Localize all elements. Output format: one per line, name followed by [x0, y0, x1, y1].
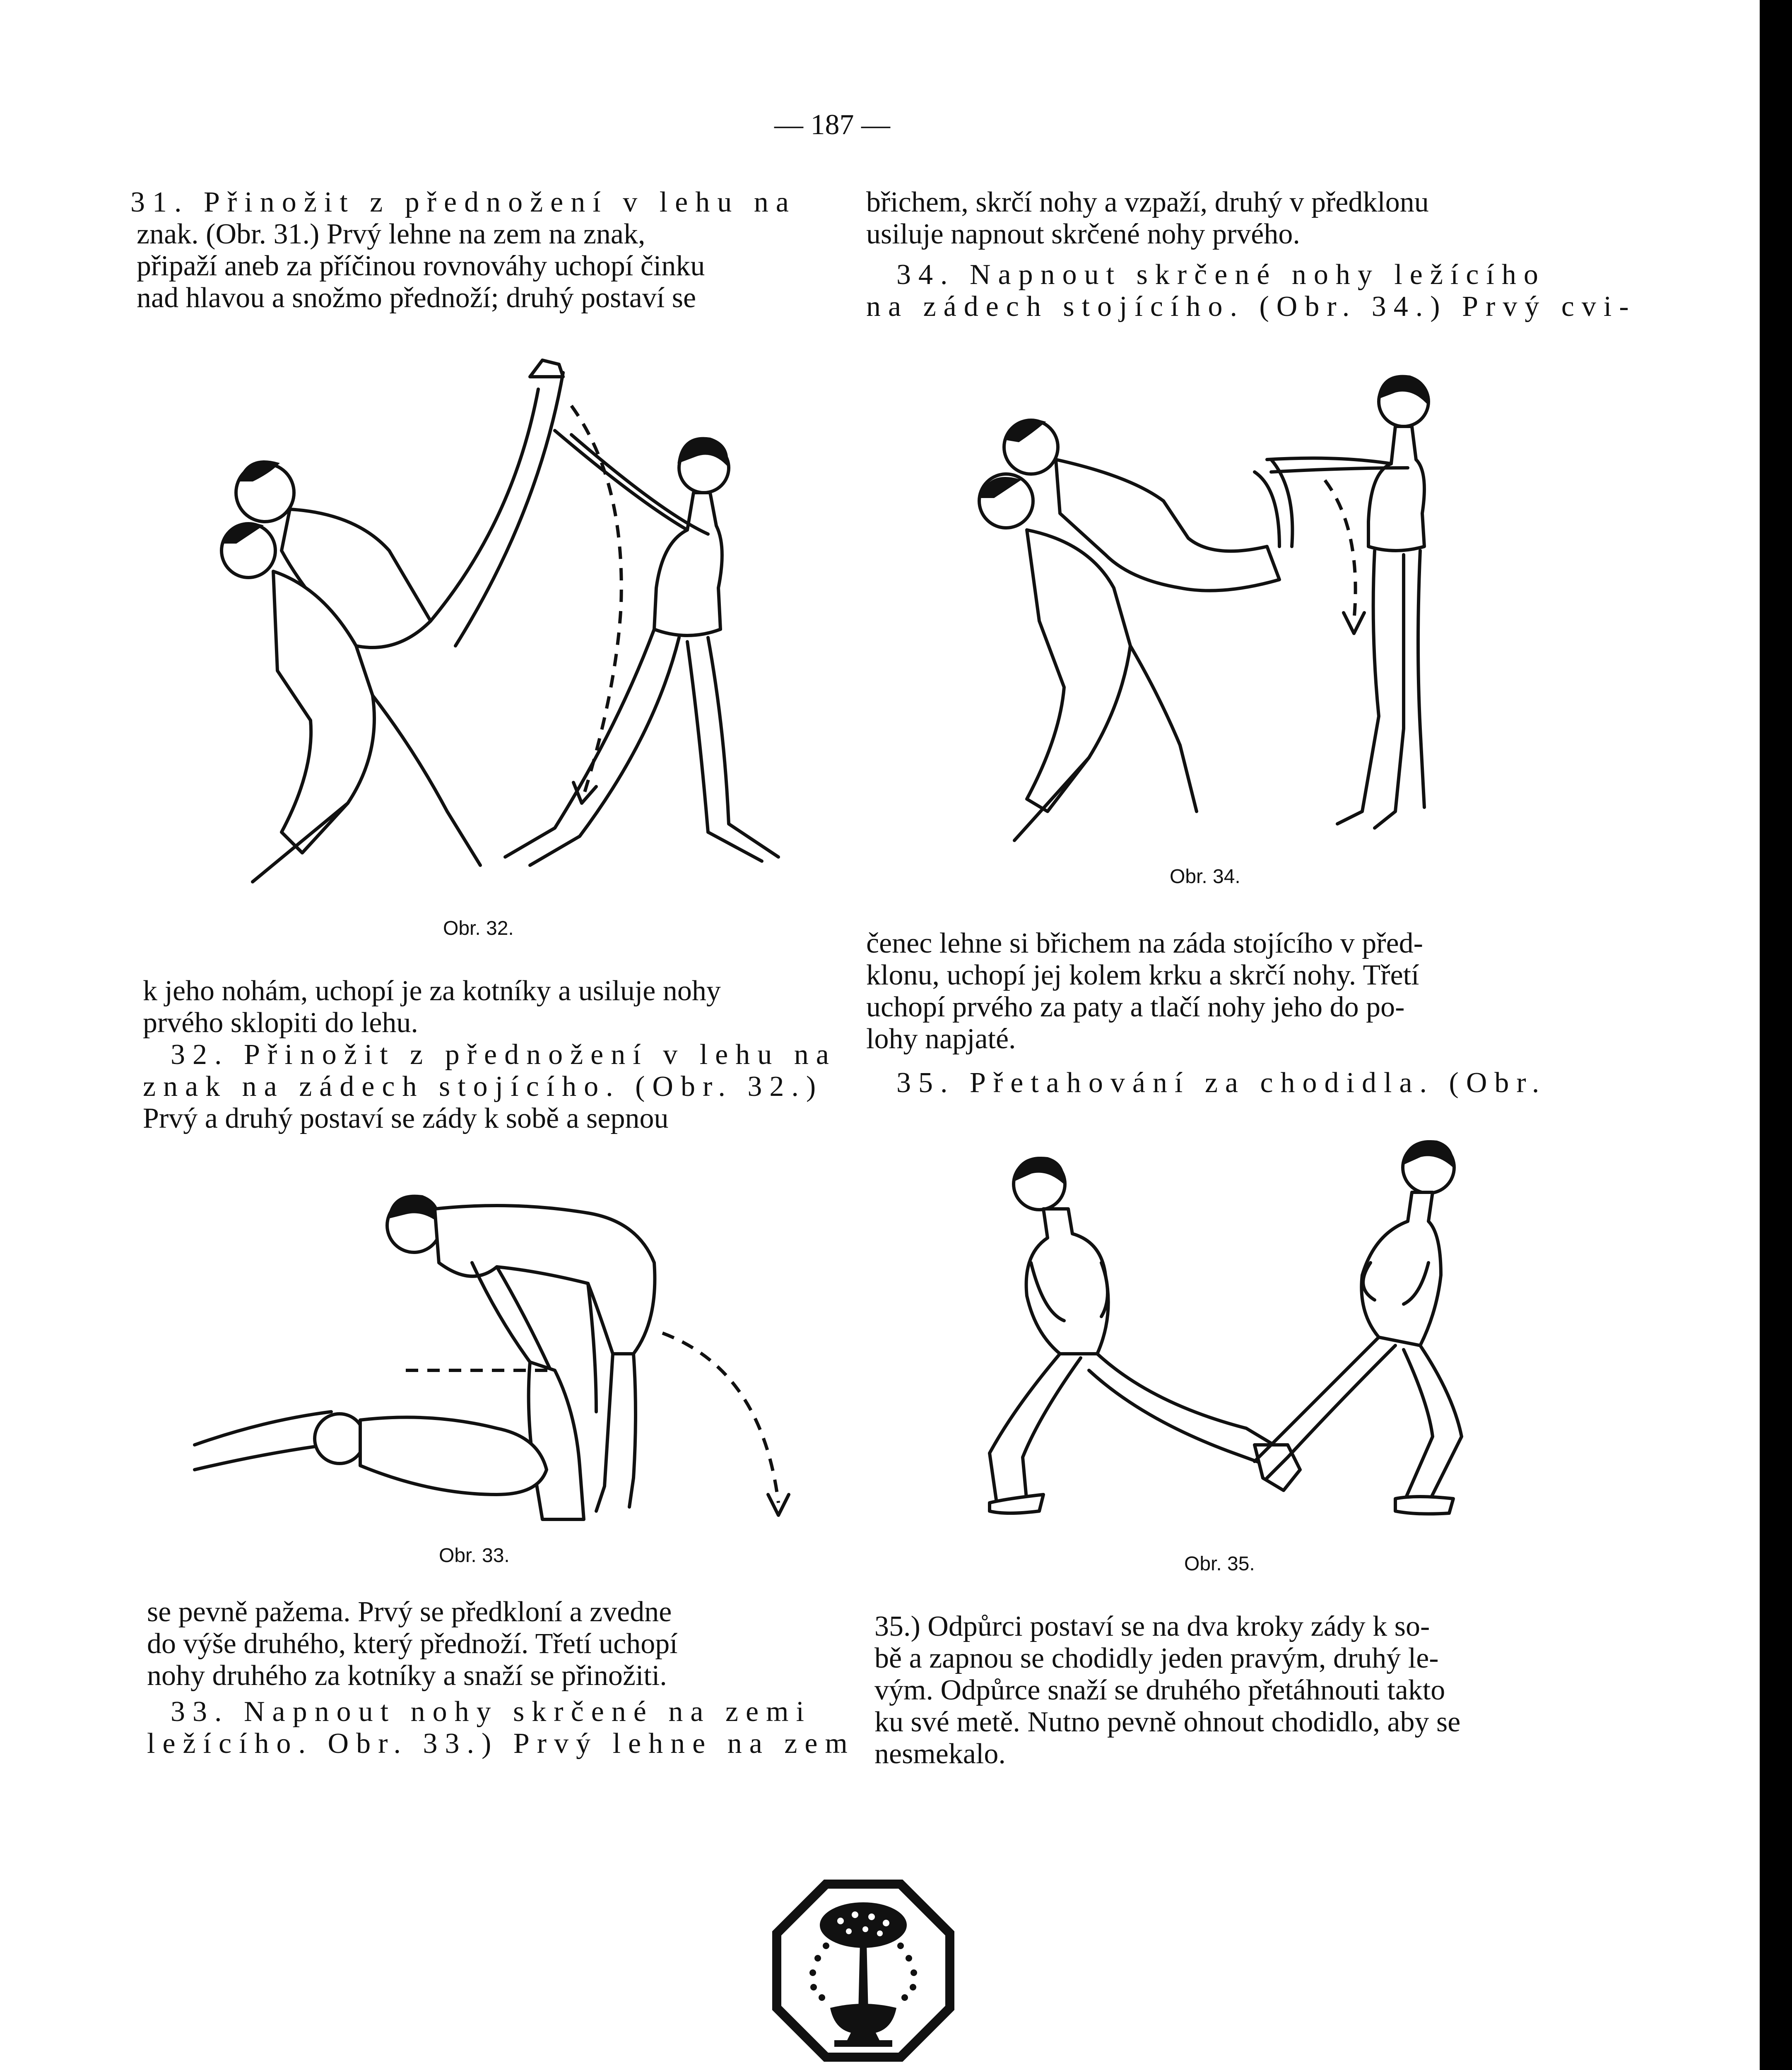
text-line: vým. Odpůrce snaží se druhého přetáhnouti takto: [874, 1674, 1445, 1706]
text-line: prvého sklopiti do lehu.: [143, 1007, 418, 1039]
text-line: 32. Přinožit z přednožení v lehu na: [171, 1039, 836, 1071]
text-line: 35.) Odpůrci postaví se na dva kroky zády k so-: [874, 1610, 1430, 1642]
text-line: ku své metě. Nutno pevně ohnout chodidlo, aby se: [874, 1706, 1461, 1738]
text-line: usiluje napnout skrčené nohy prvého.: [866, 218, 1300, 250]
figure-35-caption: Obr. 35.: [1184, 1553, 1255, 1575]
text-line: 34. Napnout skrčené nohy ležícího: [896, 259, 1546, 291]
text-line: znak. (Obr. 31.) Prvý lehne na zem na znak,: [137, 218, 646, 250]
page-number: — 187 —: [774, 109, 890, 141]
text-line: čenec lehne si břichem na záda stojícího v před-: [866, 927, 1423, 959]
text-line: Prvý a druhý postaví se zády k sobě a sepnou: [143, 1102, 669, 1134]
text-line: bě a zapnou se chodidly jeden pravým, druhý le-: [874, 1642, 1439, 1674]
text-line: břichem, skrčí nohy a vzpaží, druhý v předklonu: [866, 186, 1429, 218]
figure-32-illustration: [199, 356, 787, 907]
text-line: 35. Přetahování za chodidla. (Obr.: [896, 1067, 1547, 1099]
text-line: na zádech stojícího. (Obr. 34.) Prvý cvi-: [866, 291, 1636, 323]
text-line: znak na zádech stojícího. (Obr. 32.): [143, 1071, 824, 1102]
text-line: připaží aneb za příčinou rovnováhy uchopí činku: [137, 250, 705, 282]
text-line: k jeho nohám, uchopí je za kotníky a usiluje nohy: [143, 975, 721, 1007]
text-line: nesmekalo.: [874, 1738, 1006, 1770]
figure-32-caption: Obr. 32.: [443, 917, 514, 939]
text-line: se pevně pažema. Prvý se předkloní a zvedne: [147, 1596, 672, 1628]
text-line: lohy napjaté.: [866, 1023, 1016, 1055]
figure-33-caption: Obr. 33.: [439, 1545, 510, 1567]
text-line: do výše druhého, který přednoží. Třetí uchopí: [147, 1628, 678, 1660]
text-line: ležícího. Obr. 33.) Prvý lehne na zem: [147, 1728, 855, 1760]
text-line: 33. Napnout nohy skrčené na zemi: [171, 1696, 812, 1728]
text-line: uchopí prvého za paty a tlačí nohy jeho do po-: [866, 991, 1405, 1023]
text-line: klonu, uchopí jej kolem krku a skrčí nohy. Třetí: [866, 959, 1419, 991]
figure-33-illustration: [182, 1180, 795, 1536]
figure-35-illustration: [965, 1138, 1495, 1532]
text-line: nohy druhého za kotníky a snaží se přinožiti.: [147, 1660, 667, 1692]
tree-vase-emblem-icon: [768, 1875, 959, 2066]
figure-34-illustration: [965, 364, 1486, 861]
text-line: 31. Přinožit z přednožení v lehu na: [130, 186, 796, 218]
text-line: nad hlavou a snožmo přednoží; druhý postaví se: [137, 282, 696, 314]
figure-34-caption: Obr. 34.: [1170, 866, 1240, 888]
